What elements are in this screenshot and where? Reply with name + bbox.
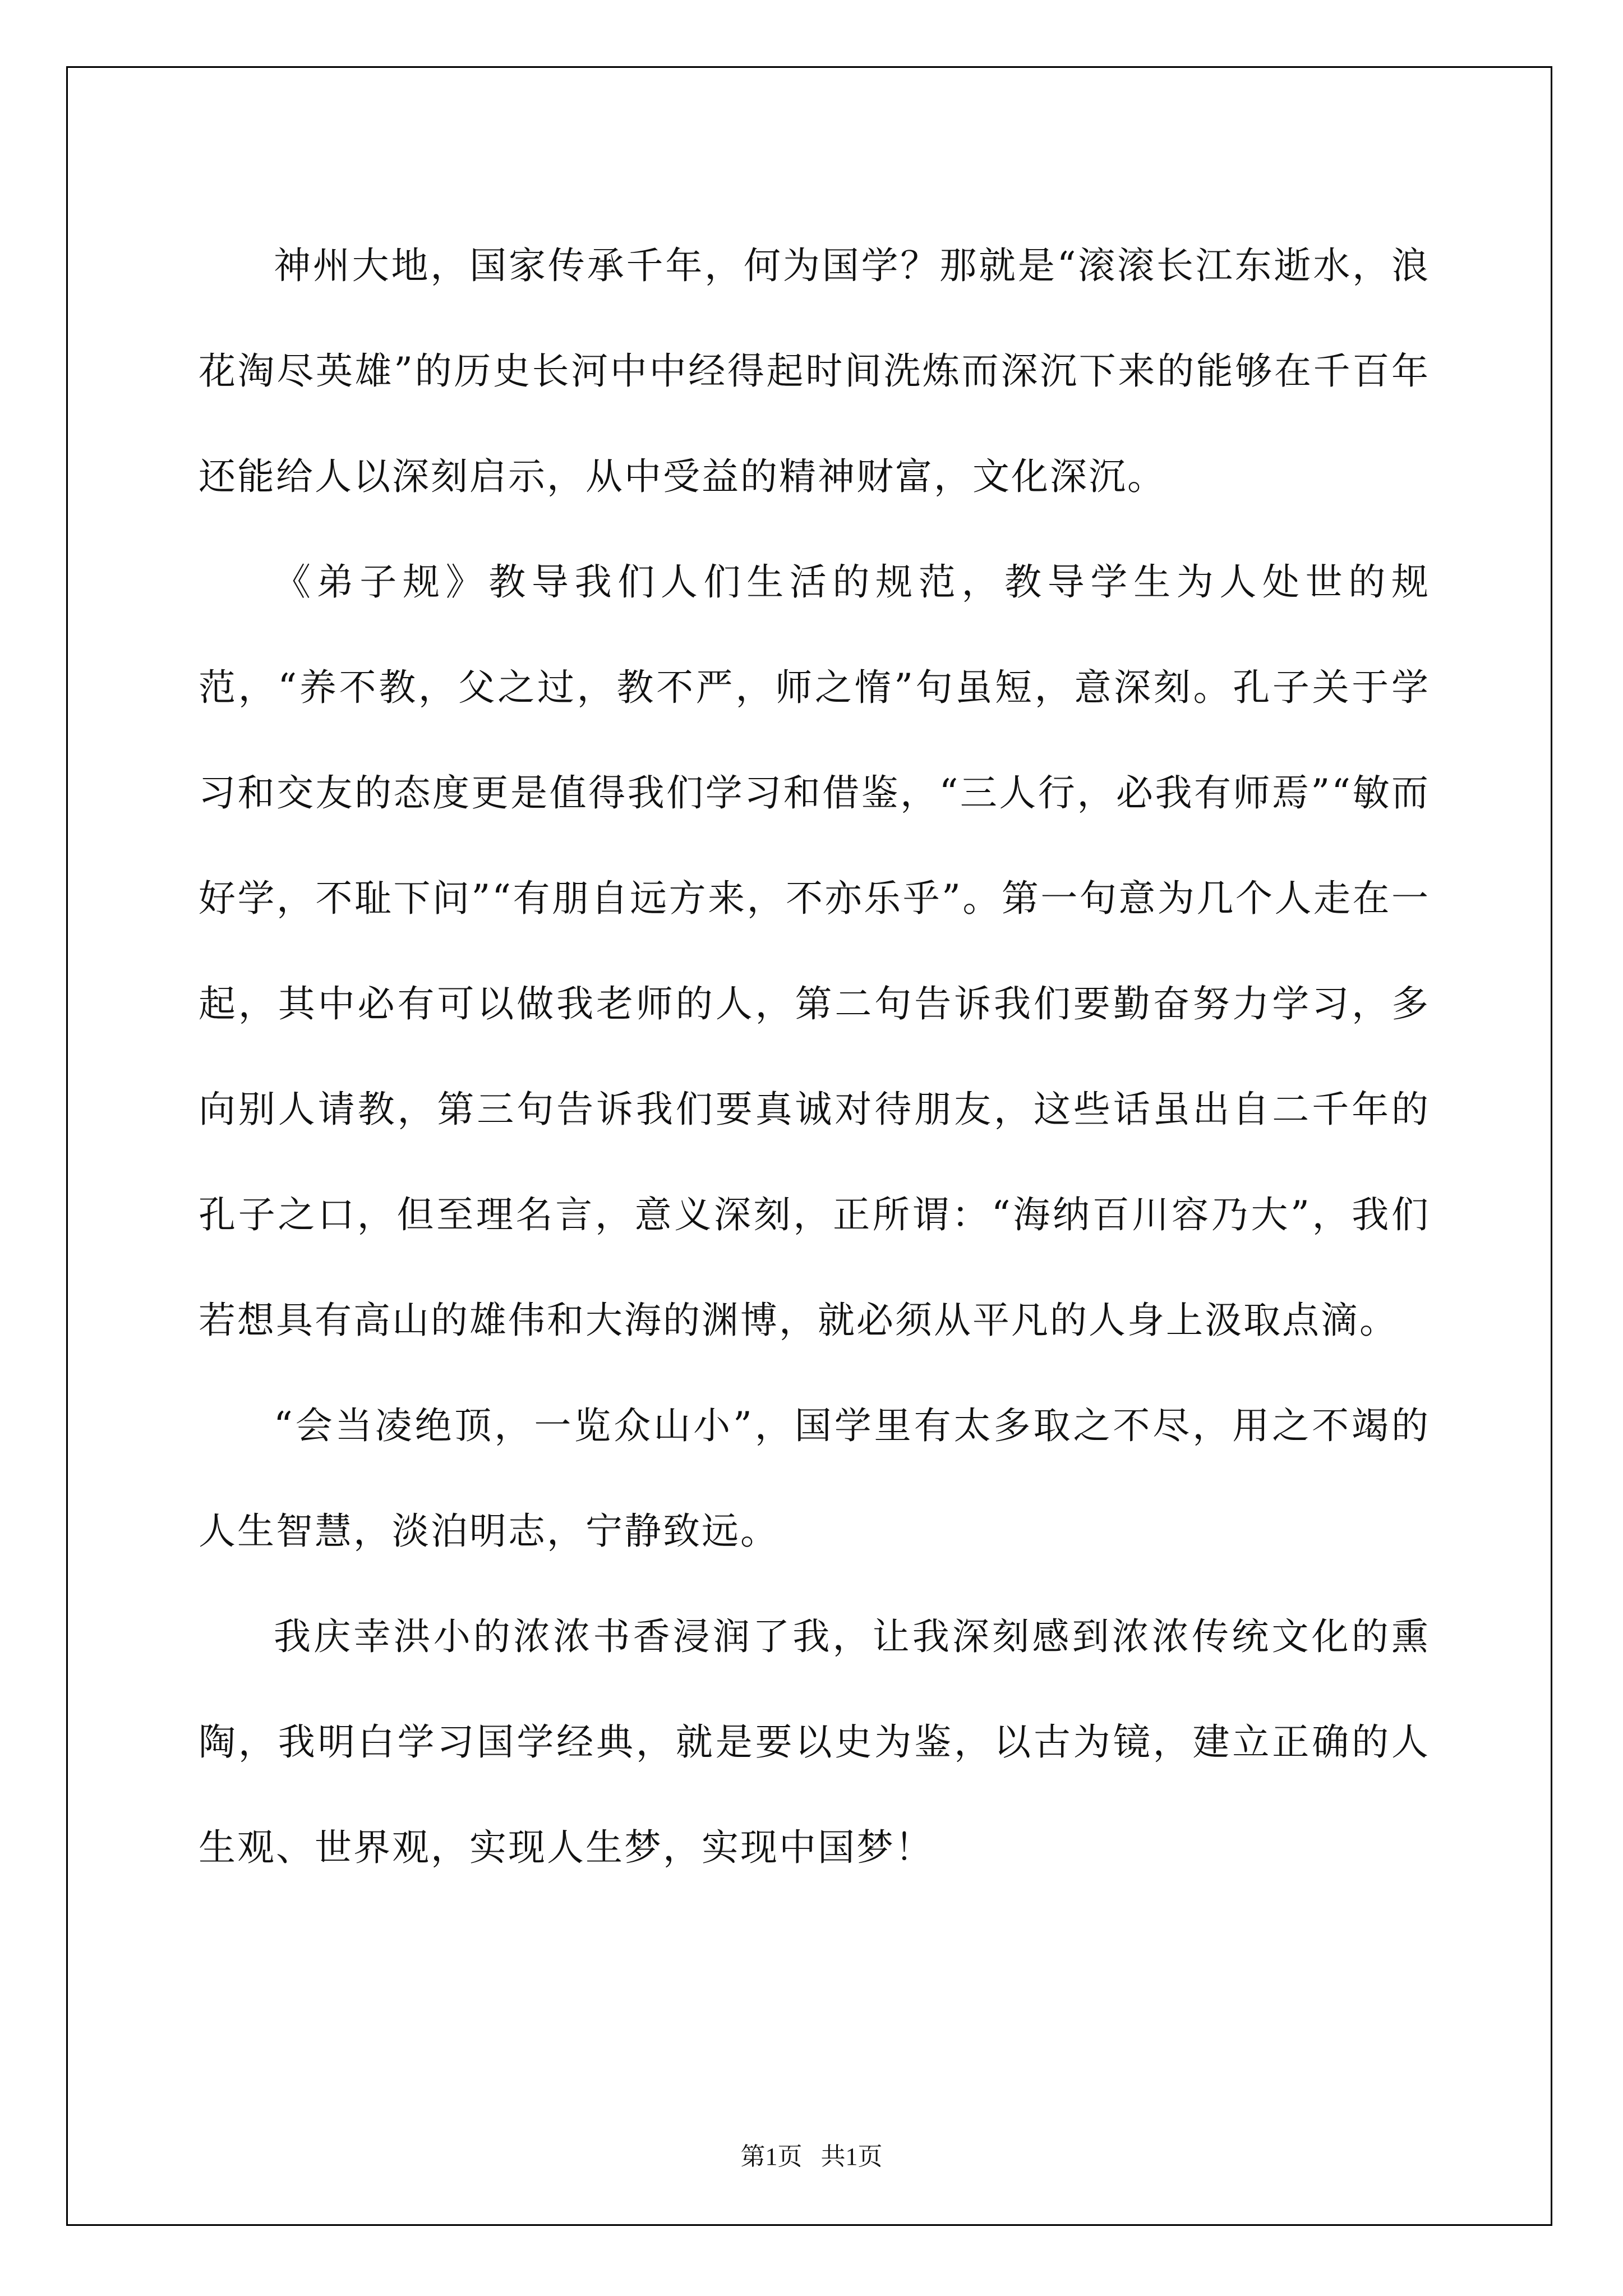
- paragraph-2: 《弟子规》教导我们人们生活的规范，教导学生为人处世的规范，“养不教，父之过，教不严，师之惰”句虽短，意深刻。孔子关于学习和交友的态度更是值得我们学习和借鉴，“三人行，必我有师焉”“敏而好学，不耻下问”“有朋自远方来，不亦乐乎”。第一句意为几个人走在一起，其中必有可以做我老师的人，第二句告诉我们要勤奋努力学习，多向别人请教，第三句告诉我们要真诚对待朋友，这些话虽出自二千年的孔子之口，但至理名言，意义深刻，正所谓：“海纳百川容乃大”，我们若想具有高山的雄伟和大海的渊博，就必须从平凡的人身上汲取点滴。: [199, 560, 1430, 1342]
- paragraph-3: “会当凌绝顶，一览众山小”，国学里有太多取之不尽，用之不竭的人生智慧，淡泊明志，宁静致远。: [199, 1404, 1430, 1553]
- document-body: [199, 213, 1430, 1901]
- paragraph-1: 神州大地，国家传承千年，何为国学？那就是“滚滚长江东逝水，浪花淘尽英雄”的历史长河中中经得起时间洗炼而深沉下来的能够在千百年还能给人以深刻启示，从中受益的精神财富，文化深沉。: [199, 244, 1430, 498]
- paragraph-4: 我庆幸洪小的浓浓书香浸润了我，让我深刻感到浓浓传统文化的熏陶，我明白学习国学经典，就是要以史为鉴，以古为镜，建立正确的人生观、世界观，实现人生梦，实现中国梦！: [199, 1615, 1430, 1869]
- page-number-footer: 第1页 共1页: [740, 2143, 883, 2170]
